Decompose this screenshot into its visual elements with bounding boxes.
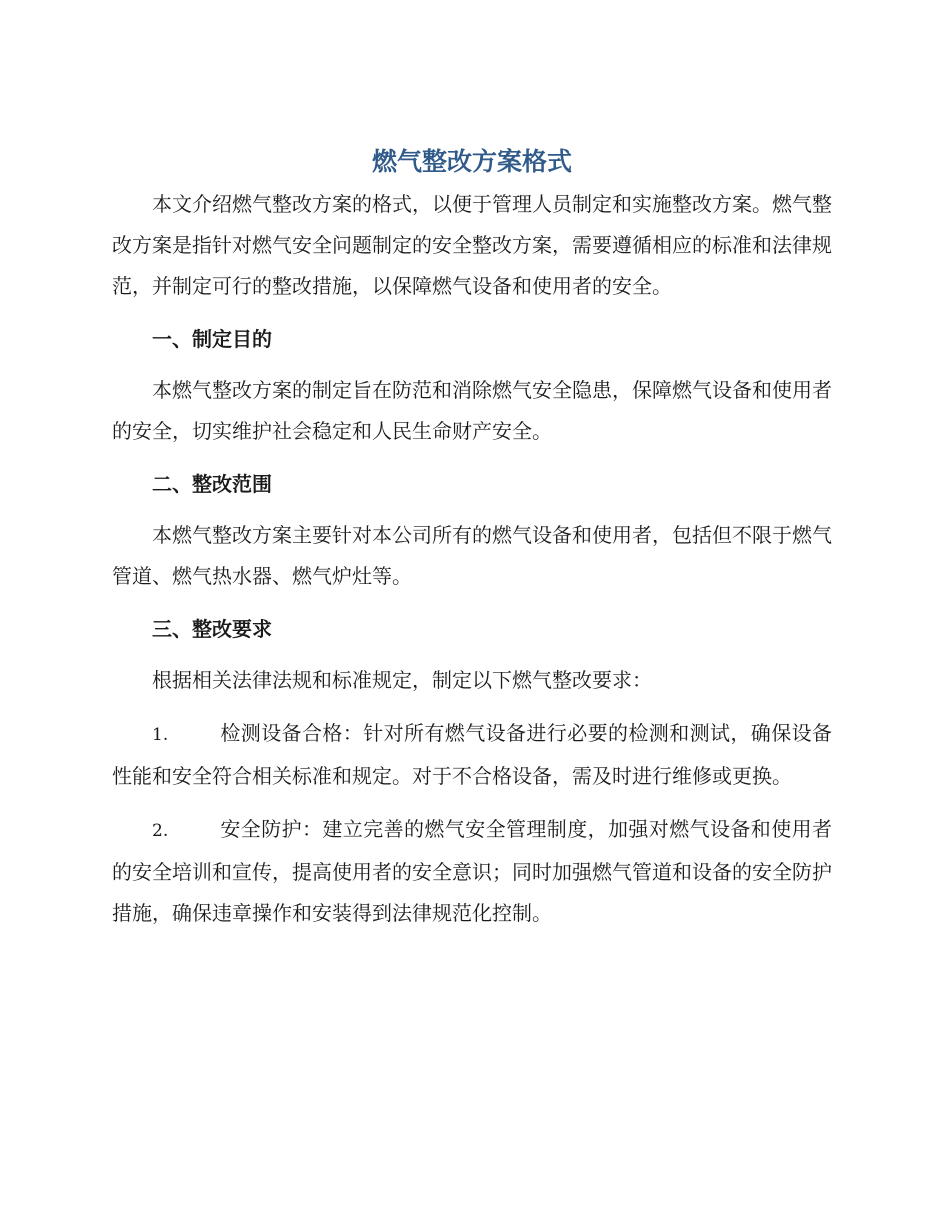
document-content (112, 142, 832, 934)
section-heading-requirements: 三、整改要求 (152, 617, 272, 641)
list-item-text: 安全防护：建立完善的燃气安全管理制度，加强对燃气设备和使用者的安全培训和宣传，提高使用者的安全意识；同时加强燃气管道和设备的安全防护措施，确保违章操作和安装得到法律规范化控制。 (112, 817, 832, 925)
list-item-number: 2. (152, 821, 169, 841)
list-item-text: 检测设备合格：针对所有燃气设备进行必要的检测和测试，确保设备性能和安全符合相关标准和规定。对于不合格设备，需及时进行维修或更换。 (112, 721, 832, 788)
document-title: 燃气整改方案格式 (371, 147, 572, 176)
list-item (112, 809, 832, 934)
section-heading-purpose: 一、制定目的 (152, 327, 272, 351)
section-heading-scope: 二、整改范围 (152, 472, 272, 496)
section-body-purpose: 本燃气整改方案的制定旨在防范和消除燃气安全隐患，保障燃气设备和使用者的安全，切实维护社会稳定和人民生命财产安全。 (112, 378, 832, 443)
section-body-scope: 本燃气整改方案主要针对本公司所有的燃气设备和使用者，包括但不限于燃气管道、燃气热水器、燃气炉灶等。 (112, 523, 832, 588)
list-item (112, 713, 832, 797)
intro-paragraph: 本文介绍燃气整改方案的格式，以便于管理人员制定和实施整改方案。燃气整改方案是指针对燃气安全问题制定的安全整改方案，需要遵循相应的标准和法律规范，并制定可行的整改措施，以保障燃气设备和使用者的安全。 (112, 192, 832, 298)
list-item-number: 1. (152, 725, 169, 745)
section-body-requirements: 根据相关法律法规和标准规定，制定以下燃气整改要求： (152, 668, 652, 692)
